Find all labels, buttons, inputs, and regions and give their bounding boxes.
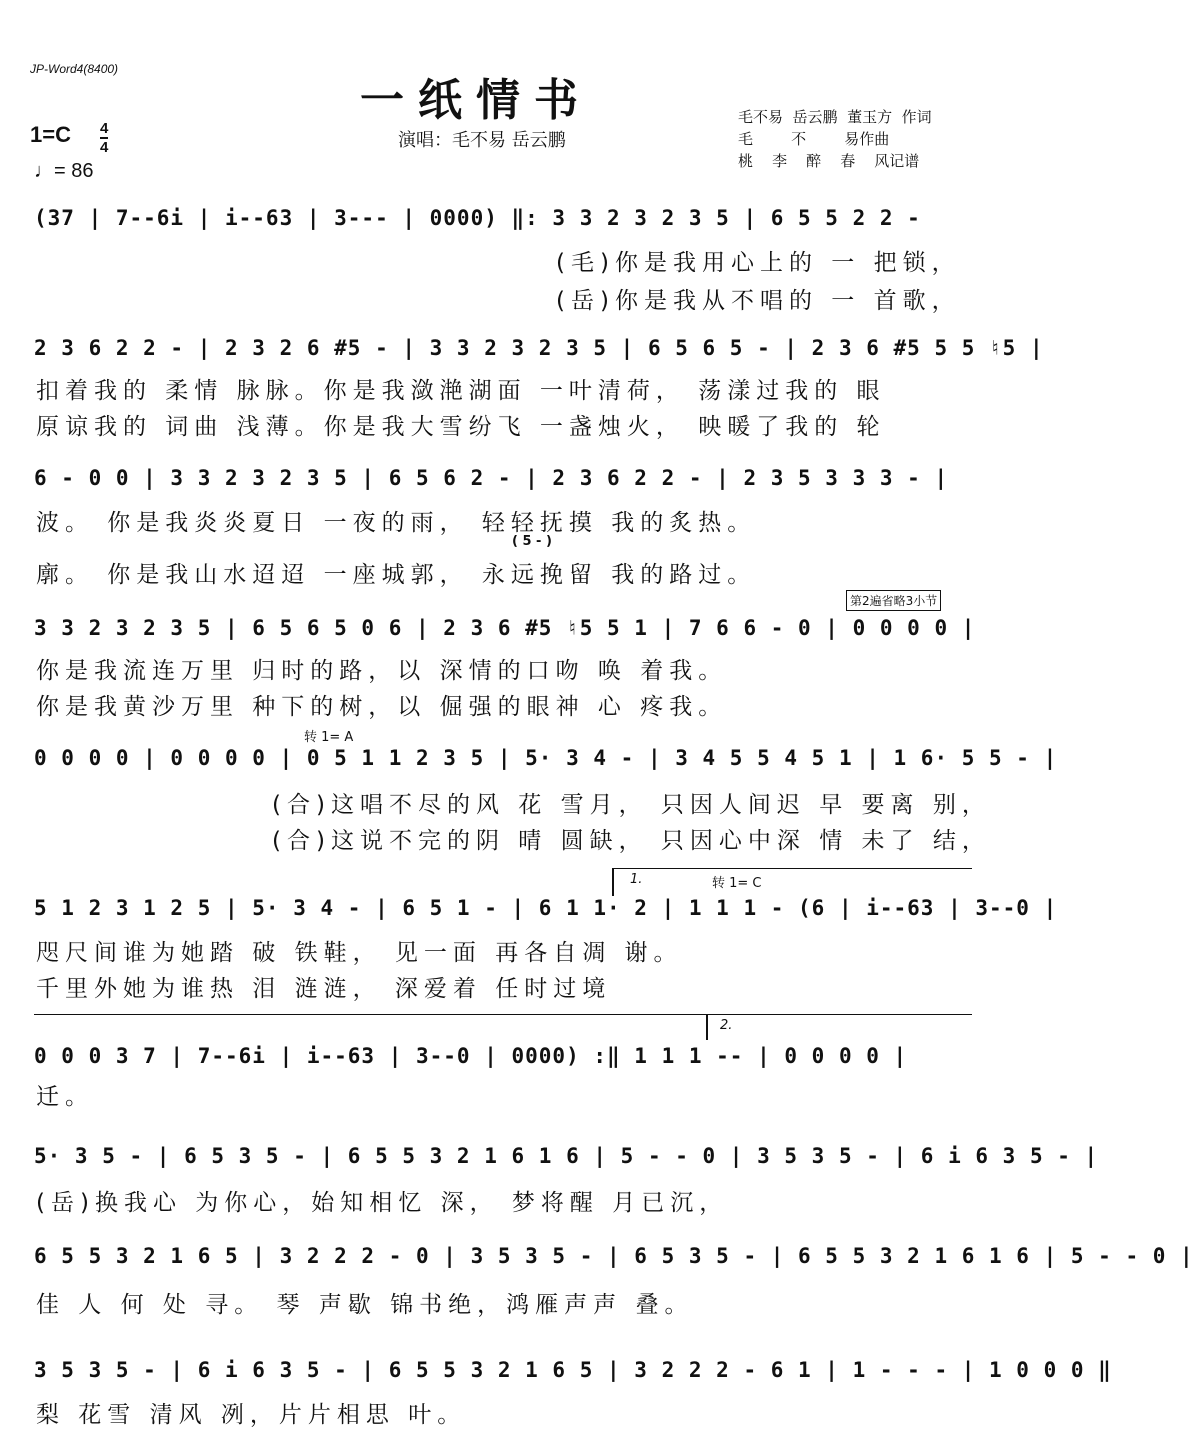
tempo-marking: ♩= 86 bbox=[34, 160, 94, 182]
omit-measures-note: 第2遍省略3小节 bbox=[846, 590, 941, 611]
time-numerator: 4 bbox=[100, 120, 109, 137]
lyric-line-6b: 千里外她为谁热 泪 涟涟， 深爱着 任时过境 bbox=[36, 976, 612, 1002]
score-line-3: 6 - 0 0 | 3 3 2 3 2 3 5 | 6 5 6 2 - | 2 3 6 2 2 - | 2 3 5 3 3 3 - | bbox=[34, 466, 949, 490]
singer-credit: 演唱：毛不易 岳云鹏 bbox=[398, 130, 566, 151]
lyric-line-10a: 梨 花雪 清风 冽，片片相思 叶。 bbox=[36, 1402, 467, 1428]
software-label: JP-Word4(8400) bbox=[30, 62, 119, 76]
score-line-4: 3 3 2 3 2 3 5 | 6 5 6 5 0 6 | 2 3 6 #5 ♮5 5 1 | 7 6 6 - 0 | 0 0 0 0 | bbox=[34, 616, 976, 640]
song-title: 一纸情书 bbox=[360, 75, 592, 126]
lyric-line-8a: (岳)换我心 为你心，始知相忆 深， 梦将醒 月已沉， bbox=[36, 1190, 729, 1216]
lyric-line-4b: 你是我黄沙万里 种下的树，以 倔强的眼神 心 疼我。 bbox=[36, 694, 728, 720]
lyric-line-3b: 廓。 你是我山水迢迢 一座城郭， 永远挽留 我的路过。 bbox=[36, 562, 757, 588]
modulation-to-a: 转 1= A bbox=[304, 730, 354, 745]
score-line-7: 0 0 0 3 7 | 7--6i | i--63 | 3--0 | 0000) :‖ 1 1 1 -- | 0 0 0 0 | bbox=[34, 1044, 908, 1068]
volta-2: 2. bbox=[720, 1018, 733, 1033]
lyric-line-1b: (岳)你是我从不唱的 一 首歌， bbox=[556, 288, 961, 314]
time-signature bbox=[100, 120, 108, 156]
transcriber-credit: 桃 李 醉 春 风记谱 bbox=[738, 152, 920, 170]
lyric-line-5b: (合)这说不完的阴 晴 圆缺， 只因心中深 情 未了 结， bbox=[272, 828, 991, 854]
time-denominator: 4 bbox=[100, 139, 109, 156]
score-line-5: 0 0 0 0 | 0 0 0 0 | 0 5 1 1 2 3 5 | 5· 3 4 - | 3 4 5 5 4 5 1 | 1 6· 5 5 - | bbox=[34, 746, 1058, 770]
credits-block bbox=[738, 106, 932, 172]
score-line-8: 5· 3 5 - | 6 5 3 5 - | 6 5 5 3 2 1 6 1 6 | 5 - - 0 | 3 5 3 5 - | 6 i 6 3 5 - | bbox=[34, 1144, 1099, 1168]
volta-1: 1. bbox=[630, 872, 643, 887]
lyric-line-1a: (毛)你是我用心上的 一 把锁， bbox=[556, 250, 961, 276]
score-line-6: 5 1 2 3 1 2 5 | 5· 3 4 - | 6 5 1 - | 6 1 1· 2 | 1 1 1 - (6 | i--63 | 3--0 | bbox=[34, 896, 1058, 920]
lyric-line-9a: 佳 人 何 处 寻。 琴 声歇 锦书绝，鸿雁声声 叠。 bbox=[36, 1292, 694, 1318]
modulation-to-c: 转 1= C bbox=[712, 876, 762, 891]
score-line-2: 2 3 6 2 2 - | 2 3 2 6 #5 - | 3 3 2 3 2 3 5 | 6 5 6 5 - | 2 3 6 #5 5 5 ♮5 | bbox=[34, 336, 1044, 360]
lyric-line-6a: 咫尺间谁为她踏 破 铁鞋， 见一面 再各自凋 谢。 bbox=[36, 940, 683, 966]
score-line-1: (37 | 7--6i | i--63 | 3--- | 0000) ‖: 3 3 2 3 2 3 5 | 6 5 5 2 2 - bbox=[34, 206, 921, 230]
lyric-line-4a: 你是我流连万里 归时的路，以 深情的口吻 唤 着我。 bbox=[36, 658, 728, 684]
lyricist-credit: 毛不易 岳云鹏 董玉方 作词 bbox=[738, 108, 932, 126]
composer-credit: 毛 不 易作曲 bbox=[738, 130, 890, 148]
score-line-10: 3 5 3 5 - | 6 i 6 3 5 - | 6 5 5 3 2 1 6 5 | 3 2 2 2 - 6 1 | 1 - - - | 1 0 0 0 ‖ bbox=[34, 1358, 1112, 1382]
score-line-9: 6 5 5 3 2 1 6 5 | 3 2 2 2 - 0 | 3 5 3 5 - | 6 5 3 5 - | 6 5 5 3 2 1 6 1 6 | 5 - - 0 | bbox=[34, 1244, 1194, 1268]
key-signature: 1=C bbox=[30, 122, 71, 147]
lyric-line-3a: 波。 你是我炎炎夏日 一夜的雨， 轻轻抚摸 我的炙热。 bbox=[36, 510, 757, 536]
alt-note: ( 5 - ) bbox=[512, 534, 552, 549]
lyric-line-5a: (合)这唱不尽的风 花 雪月， 只因人间迟 早 要离 别， bbox=[272, 792, 991, 818]
lyric-line-2b: 原谅我的 词曲 浅薄。你是我大雪纷飞 一盏烛火， 映暖了我的 轮 bbox=[36, 414, 886, 440]
lyric-line-7a: 迁。 bbox=[36, 1084, 94, 1110]
lyric-line-2a: 扣着我的 柔情 脉脉。你是我潋滟湖面 一叶清荷， 荡漾过我的 眼 bbox=[36, 378, 886, 404]
